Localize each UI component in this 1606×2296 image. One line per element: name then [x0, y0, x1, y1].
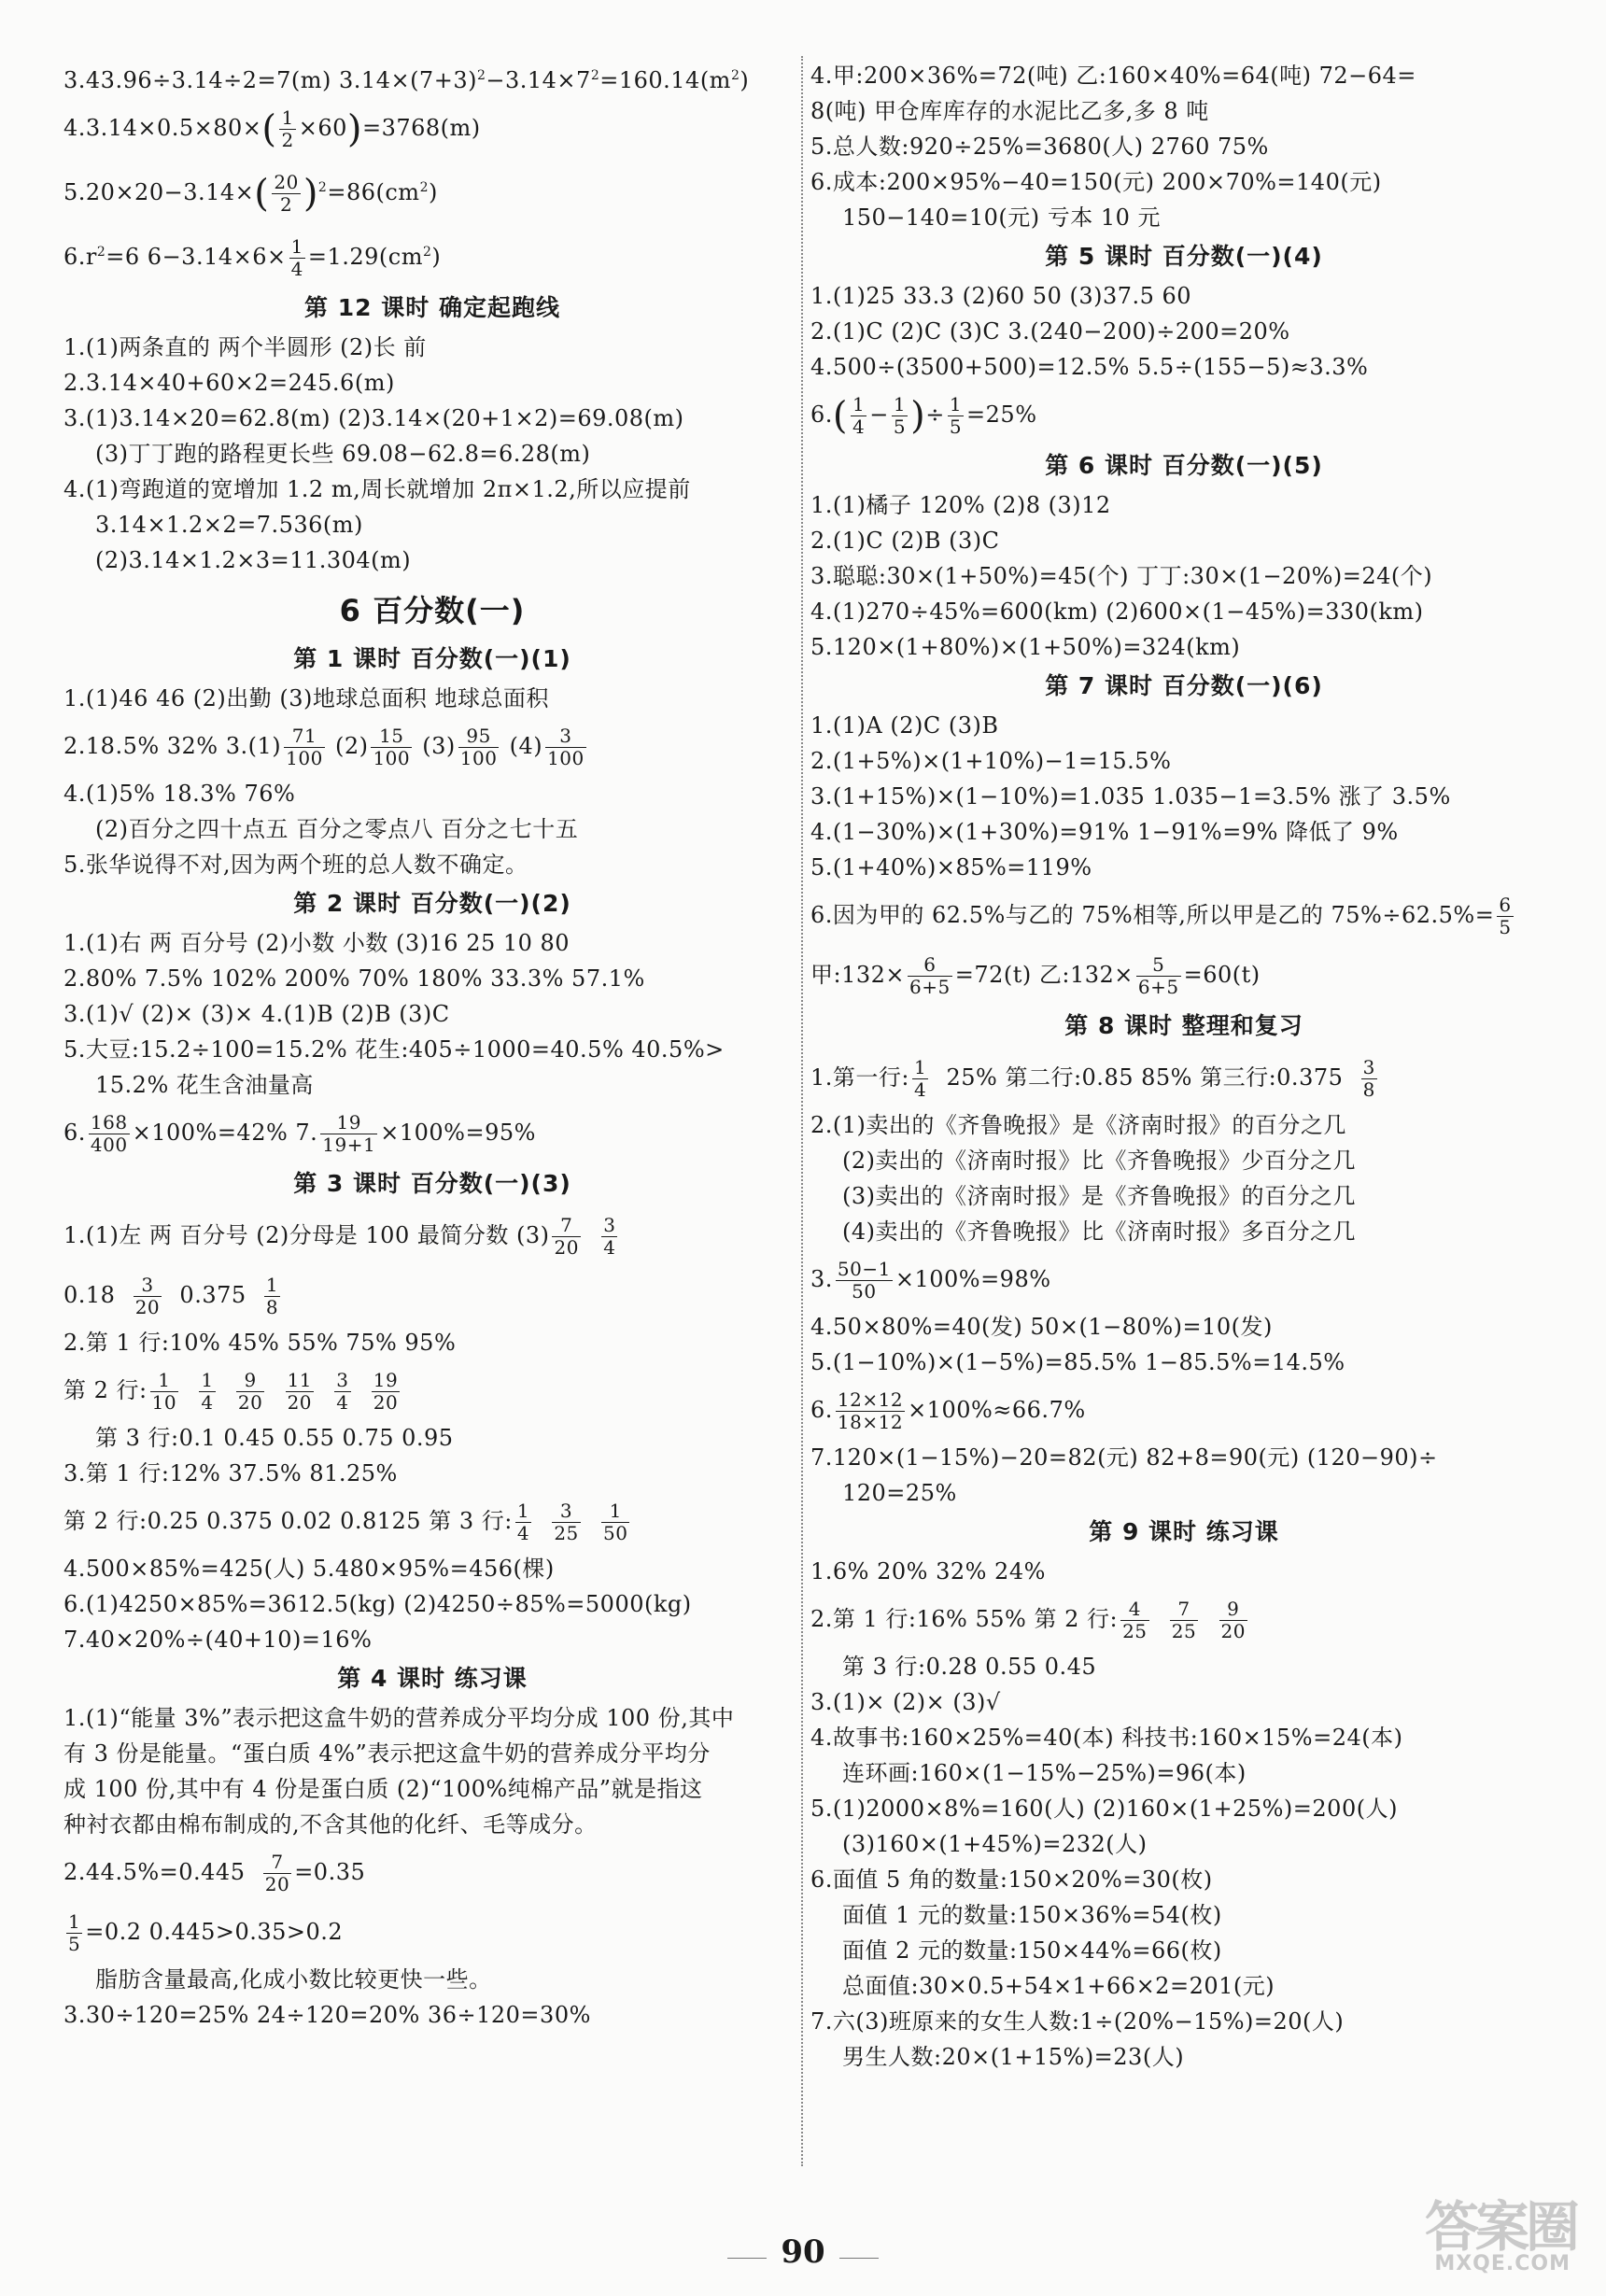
fraction: $\frac{95}{100}$: [459, 725, 498, 769]
answer-line: 第 3 行:0.1 0.45 0.55 0.75 0.95: [95, 1425, 454, 1451]
answer-line: $6.r^2=6$ 6−3.14×6× $\frac{1}{4}$ $=1.29(cm^2)$: [63, 235, 442, 280]
answer-line: (3)丁丁跑的路程更长些 69.08−62.8=6.28(m): [95, 441, 591, 467]
answer-line: 4.3.14×0.5×80×( $\frac{1}{2}$ ×60)=3768(m): [63, 106, 481, 151]
left-column: [63, 58, 801, 2033]
footer-rule-right: [839, 2258, 879, 2259]
lesson-title: 第 8 课时 整理和复习: [1064, 1012, 1303, 1039]
answer-line: 第 2 行:0.25 0.375 0.02 0.8125 第 3 行: $\frac{1}{4}$ $\frac{3}{25}$ $\frac{1}{50}$: [63, 1500, 628, 1544]
answer-line: 2.(1)卖出的《齐鲁晚报》是《济南时报》的百分之几: [810, 1112, 1346, 1138]
answer-line: 2.第 1 行:16% 55% 第 2 行: $\frac{4}{25}$ $\frac{7}{25}$ $\frac{9}{20}$: [810, 1598, 1246, 1642]
fraction: $\frac{1}{50}$: [603, 1500, 628, 1544]
answer-line: 1.(1)“能量 3%”表示把这盒牛奶的营养成分平均分成 100 份,其中: [63, 1705, 735, 1731]
fraction: $\frac{1}{5}$: [68, 1910, 81, 1955]
answer-line: 男生人数:20×(1+15%)=23(人): [842, 2044, 1185, 2070]
answer-line: 第 3 行:0.28 0.55 0.45: [842, 1654, 1097, 1680]
answer-line: 3.(1)× (2)× (3)√: [810, 1689, 1001, 1715]
lesson-title: 第 7 课时 百分数(一)(6): [1045, 672, 1323, 699]
answer-line: (4)卖出的《齐鲁晚报》比《济南时报》多百分之几: [842, 1218, 1356, 1245]
answer-line: 5.(1)2000×8%=160(人) (2)160×(1+25%)=200(人): [810, 1796, 1398, 1822]
lesson-title: 第 12 课时 确定起跑线: [304, 294, 560, 321]
fraction: $\frac{1}{5}$: [949, 393, 963, 438]
answer-line: 4.50×80%=40(发) 50×(1−80%)=10(发): [810, 1314, 1273, 1340]
fraction: $\frac{1}{4}$: [290, 235, 303, 280]
fraction: $\frac{3}{4}$: [603, 1214, 616, 1259]
answer-line: 120=25%: [842, 1480, 957, 1506]
fraction: $\frac{1}{4}$: [913, 1056, 927, 1101]
answer-line: 2.(1)C (2)B (3)C: [810, 528, 1000, 554]
answer-line: $\frac{1}{5}$ =0.2 0.445>0.35>0.2: [68, 1910, 344, 1955]
answer-line: 2.(1)C (2)C (3)C 3.(240−200)÷200=20%: [810, 318, 1290, 345]
fraction: $\frac{6}{5}$: [1499, 894, 1512, 938]
answer-line: 4.(1)270÷45%=600(km) (2)600×(1−45%)=330(km): [810, 599, 1424, 625]
answer-line: 连环画:160×(1−15%−25%)=96(本): [842, 1760, 1247, 1786]
fraction: $\frac{3}{25}$: [554, 1500, 579, 1544]
answer-line: 0.18 $\frac{3}{20}$ 0.375 $\frac{1}{8}$: [63, 1274, 279, 1318]
fraction: $\frac{7}{25}$: [1171, 1598, 1197, 1642]
answer-line: 5.(1−10%)×(1−5%)=85.5% 1−85.5%=14.5%: [810, 1349, 1345, 1375]
answer-line: 4.500÷(3500+500)=12.5% 5.5÷(155−5)≈3.3%: [810, 354, 1369, 380]
answer-line: 6.( $\frac{1}{4}$ − $\frac{1}{5}$ )÷ $\frac{1}{5}$ =25%: [810, 393, 1037, 438]
fraction: $\frac{1}{4}$: [516, 1500, 530, 1544]
answer-line: 甲:132× $\frac{6}{6+5}$ =72(t) 乙:132× $\frac{5}{6+5}$ =60(t): [810, 953, 1261, 998]
fraction: $\frac{5}{6+5}$: [1137, 953, 1179, 998]
lesson-title: 第 1 课时 百分数(一)(1): [293, 645, 571, 672]
answer-line: 1.(1)橘子 120% (2)8 (3)12: [810, 492, 1111, 518]
fraction: $\frac{3}{100}$: [547, 725, 585, 769]
page-footer: [0, 2233, 1606, 2271]
fraction: $\frac{1}{8}$: [265, 1274, 279, 1318]
answer-line: 1.(1)两条直的 两个半圆形 (2)长 前: [63, 334, 427, 360]
answer-line: 总面值:30×0.5+54×1+66×2=201(元): [842, 1973, 1275, 1999]
fraction: $\frac{1}{4}$: [852, 393, 866, 438]
lesson-title: 第 2 课时 百分数(一)(2): [293, 890, 571, 917]
fraction: $\frac{1}{5}$: [893, 393, 907, 438]
answer-line: 5.大豆:15.2÷100=15.2% 花生:405÷1000=40.5% 40.5%>: [63, 1036, 725, 1063]
answer-line: 5.20×20−3.14×( $\frac{20}{2}$ )$^2=86(cm^2)$: [63, 171, 438, 216]
answer-line: 4.故事书:160×25%=40(本) 科技书:160×15%=24(本): [810, 1725, 1403, 1751]
answer-line: (2)百分之四十点五 百分之零点八 百分之七十五: [95, 816, 579, 842]
watermark-text: 答案圈: [1424, 2195, 1576, 2259]
answer-line: 3.(1)√ (2)× (3)× 4.(1)B (2)B (3)C: [63, 1001, 450, 1027]
answer-line: 5.张华说得不对,因为两个班的总人数不确定。: [63, 852, 528, 878]
answer-line: 3.第 1 行:12% 37.5% 81.25%: [63, 1460, 398, 1486]
lesson-title: 第 3 课时 百分数(一)(3): [293, 1170, 571, 1197]
answer-line: 4.甲:200×36%=72(吨) 乙:160×40%=64(吨) 72−64=: [810, 63, 1416, 89]
answer-line: 种衬衣都由棉布制成的,不含其他的化纤、毛等成分。: [63, 1811, 598, 1838]
right-column: [810, 58, 1557, 2075]
fraction: $\frac{7}{20}$: [554, 1214, 579, 1259]
answer-line: 3. $\frac{50-1}{50}$ ×100%=98%: [810, 1258, 1051, 1303]
answer-line: 5.总人数:920÷25%=3680(人) 2760 75%: [810, 134, 1269, 160]
answer-line: 1.(1)A (2)C (3)B: [810, 712, 999, 739]
answer-line: 1.6% 20% 32% 24%: [810, 1558, 1046, 1585]
answer-line: 2.80% 7.5% 102% 200% 70% 180% 33.3% 57.1%: [63, 965, 645, 992]
answer-line: 2.3.14×40+60×2=245.6(m): [63, 370, 395, 396]
answer-line: 6.面值 5 角的数量:150×20%=30(枚): [810, 1866, 1213, 1893]
answer-line: 1.(1)46 46 (2)出勤 (3)地球总面积 地球总面积: [63, 685, 549, 711]
answer-line: 5.120×(1+80%)×(1+50%)=324(km): [810, 634, 1241, 660]
answer-line: 6.因为甲的 62.5%与乙的 75%相等,所以甲是乙的 75%÷62.5%= $\frac{6}{5}$: [810, 894, 1512, 938]
fraction: $\frac{7}{20}$: [264, 1851, 290, 1895]
answer-line: 6. $\frac{12\times 12}{18\times 12}$ ×100%≈66.7%: [810, 1388, 1086, 1433]
lesson-title: 第 5 课时 百分数(一)(4): [1045, 243, 1323, 270]
answer-line: 1.第一行: $\frac{1}{4}$ 25% 第二行:0.85 85% 第三行:0.375 $\frac{3}{8}$: [810, 1056, 1375, 1101]
fraction: $\frac{19}{19+1}$: [322, 1111, 376, 1156]
fraction: $\frac{15}{100}$: [373, 725, 411, 769]
watermark-logo: [1380, 2183, 1585, 2286]
fraction: $\frac{4}{25}$: [1122, 1598, 1148, 1642]
answer-line: 1.(1)右 两 百分号 (2)小数 小数 (3)16 25 10 80: [63, 930, 571, 956]
fraction: $\frac{1}{4}$: [201, 1369, 214, 1414]
lesson-title: 第 9 课时 练习课: [1089, 1518, 1279, 1545]
answer-line: 3.(1+15%)×(1−10%)=1.035 1.035−1=3.5% 涨了 3.5%: [810, 783, 1451, 810]
answer-line: 成 100 份,其中有 4 份是蛋白质 (2)“100%纯棉产品”就是指这: [63, 1776, 703, 1802]
answer-line: 4.(1)5% 18.3% 76%: [63, 781, 296, 807]
fraction: $\frac{1}{10}$: [151, 1369, 177, 1414]
answer-line: (2)3.14×1.2×3=11.304(m): [95, 547, 412, 573]
answer-line: 有 3 份是能量。“蛋白质 4%”表示把这盒牛奶的营养成分平均分: [63, 1740, 711, 1767]
fraction: $\frac{20}{2}$: [274, 171, 299, 216]
watermark-site: MXQE.COM: [1434, 2252, 1571, 2275]
answer-line: (3)卖出的《济南时报》是《齐鲁晚报》的百分之几: [842, 1183, 1356, 1209]
fraction: $\frac{9}{20}$: [237, 1369, 263, 1414]
page-number: 90: [781, 2233, 825, 2271]
answer-line: 6.(1)4250×85%=3612.5(kg) (2)4250÷85%=5000(kg): [63, 1591, 692, 1617]
fraction: $\frac{12\times 12}{18\times 12}$: [837, 1388, 904, 1433]
answer-line: 6.成本:200×95%−40=150(元) 200×70%=140(元): [810, 169, 1382, 195]
unit-title: 6 百分数(一): [339, 593, 526, 628]
answer-line: 2.(1+5%)×(1+10%)−1=15.5%: [810, 748, 1172, 774]
fraction: $\frac{3}{20}$: [134, 1274, 161, 1318]
answer-line: 3.43.96÷3.14÷2=7(m) $3.14\times(7+3)^2-3.14\times 7^2=160.14(m^2)$: [63, 67, 750, 93]
fraction: $\frac{11}{20}$: [287, 1369, 313, 1414]
lesson-title: 第 6 课时 百分数(一)(5): [1045, 452, 1323, 479]
answer-line: 8(吨) 甲仓库库存的水泥比乙多,多 8 吨: [810, 98, 1209, 124]
answer-line: 5.(1+40%)×85%=119%: [810, 854, 1092, 880]
answer-line: 6. $\frac{168}{400}$ ×100%=42% 7. $\frac{19}{19+1}$ ×100%=95%: [63, 1111, 536, 1156]
answer-line: (2)卖出的《济南时报》比《齐鲁晚报》少百分之几: [842, 1148, 1356, 1174]
fraction: $\frac{3}{4}$: [336, 1369, 349, 1414]
fraction: $\frac{3}{8}$: [1362, 1056, 1375, 1101]
answer-line: 1.(1)左 两 百分号 (2)分母是 100 最简分数 (3) $\frac{7}{20}$ $\frac{3}{4}$: [63, 1214, 616, 1259]
answer-line: 2.18.5% 32% 3.(1) $\frac{71}{100}$ (2) $\frac{15}{100}$ (3) $\frac{95}{100}$ (4) $\frac{3}{100}$: [63, 725, 585, 769]
answer-line: 3.聪聪:30×(1+50%)=45(个) 丁丁:30×(1−20%)=24(个): [810, 563, 1433, 589]
answer-line: 4.(1)弯跑道的宽增加 1.2 m,周长就增加 2π×1.2,所以应提前: [63, 476, 691, 502]
answer-line: 面值 2 元的数量:150×44%=66(枚): [842, 1937, 1222, 1964]
lesson-title: 第 4 课时 练习课: [337, 1665, 528, 1692]
fraction: $\frac{9}{20}$: [1220, 1598, 1246, 1642]
answer-line: 7.40×20%÷(40+10)=16%: [63, 1627, 373, 1653]
answer-line: 7.120×(1−15%)−20=82(元) 82+8=90(元) (120−90)÷: [810, 1444, 1438, 1471]
answer-line: 第 2 行: $\frac{1}{10}$ $\frac{1}{4}$ $\frac{9}{20}$ $\frac{11}{20}$ $\frac{3}{4}$ $\frac{19}{20}$: [63, 1369, 399, 1414]
answer-line: 3.30÷120=25% 24÷120=20% 36÷120=30%: [63, 2002, 591, 2028]
answer-line: 7.六(3)班原来的女生人数:1÷(20%−15%)=20(人): [810, 2008, 1345, 2035]
answer-line: 3.14×1.2×2=7.536(m): [95, 512, 363, 538]
answer-line: 1.(1)25 33.3 (2)60 50 (3)37.5 60: [810, 283, 1192, 309]
answer-line: 4.(1−30%)×(1+30%)=91% 1−91%=9% 降低了 9%: [810, 819, 1399, 845]
fraction: $\frac{71}{100}$: [286, 725, 323, 769]
answer-line: (3)160×(1+45%)=232(人): [842, 1831, 1148, 1857]
answer-line: 2.44.5%=0.445 $\frac{7}{20}$ =0.35: [63, 1851, 366, 1895]
fraction: $\frac{1}{2}$: [281, 106, 294, 151]
answer-line: 面值 1 元的数量:150×36%=54(枚): [842, 1902, 1222, 1928]
answer-line: 脂肪含量最高,化成小数比较更快一些。: [95, 1966, 492, 1993]
fraction: $\frac{6}{6+5}$: [909, 953, 951, 998]
answer-line: 2.第 1 行:10% 45% 55% 75% 95%: [63, 1330, 457, 1356]
fraction: $\frac{19}{20}$: [373, 1369, 399, 1414]
answer-line: 4.500×85%=425(人) 5.480×95%=456(棵): [63, 1556, 555, 1582]
column-divider: [801, 56, 803, 2166]
fraction: $\frac{168}{400}$: [90, 1111, 128, 1156]
answer-line: 3.(1)3.14×20=62.8(m) (2)3.14×(20+1×2)=69.08(m): [63, 405, 684, 431]
answer-line: 150−140=10(元) 亏本 10 元: [842, 204, 1162, 231]
fraction: $\frac{50-1}{50}$: [837, 1258, 891, 1303]
footer-rule-left: [727, 2258, 767, 2259]
answer-line: 15.2% 花生含油量高: [95, 1072, 314, 1098]
